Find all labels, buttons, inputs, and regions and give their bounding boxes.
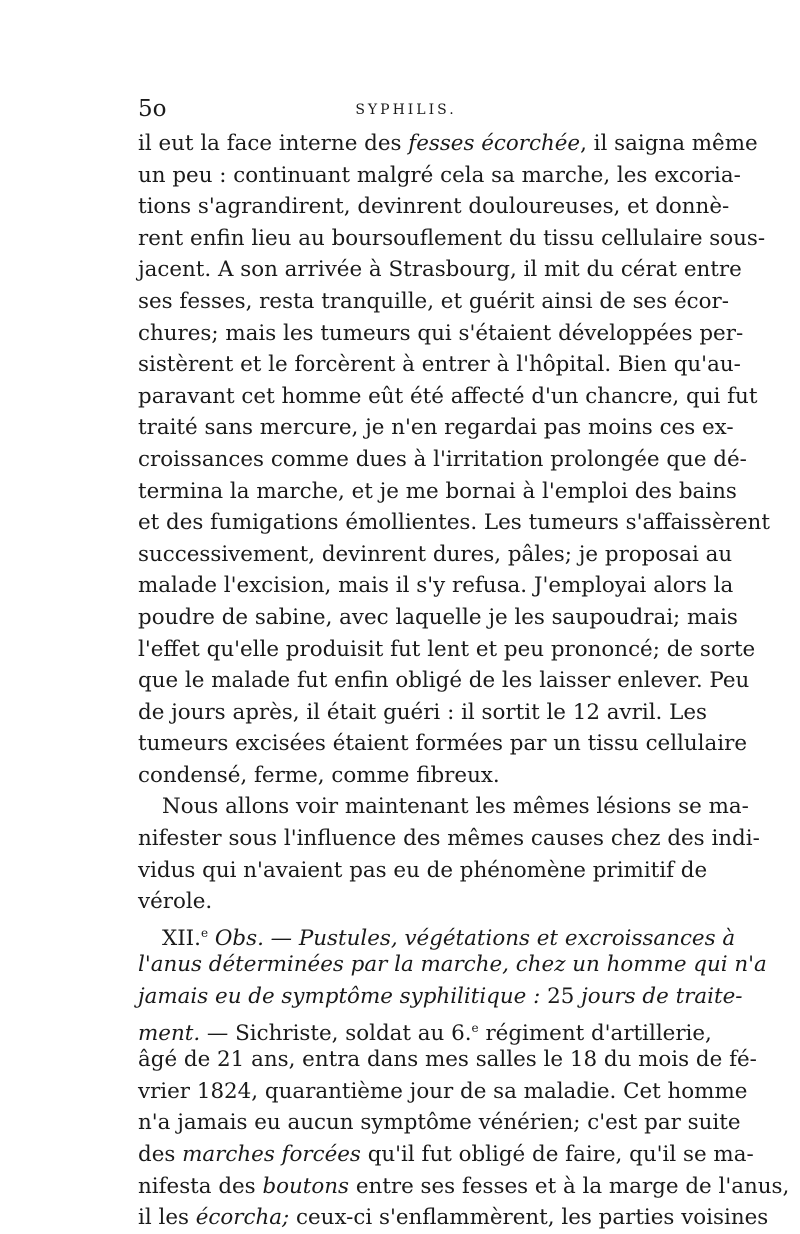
- text-fragment: tumeurs excisées étaient formées par un tissu cellulaire: [138, 731, 747, 757]
- text-fragment: écorcha;: [195, 1205, 290, 1231]
- text-line: [138, 539, 733, 571]
- text-fragment: vrier 1824, quarantième jour de sa maladie. Cet homme: [138, 1078, 748, 1104]
- text-fragment: sistèrent et le forcèrent à entrer à l'hôpital. Bien qu'au-: [138, 352, 741, 378]
- text-fragment: n'a jamais eu aucun symptôme vénérien; c'est par suite: [138, 1110, 741, 1136]
- text-fragment: , il saigna même: [580, 131, 758, 156]
- text-line: [138, 728, 747, 760]
- text-fragment: paravant cet homme eût été affecté d'un chancre, qui fut: [138, 383, 758, 409]
- text-line: [138, 1171, 790, 1203]
- text-fragment: rent enfin lieu au boursouflement du tissu cellulaire sous-: [138, 225, 766, 251]
- text-fragment: l'effet qu'elle produisit fut lent et peu prononcé; de sorte: [138, 636, 756, 662]
- text-fragment: e: [200, 925, 209, 940]
- text-fragment: entre ses fesses et à la marge de l'anus,: [349, 1173, 790, 1199]
- page-header: [138, 96, 674, 126]
- text-fragment: et des fumigations émollientes. Les tumeurs s'affaissèrent: [138, 510, 770, 536]
- text-fragment: Obs. — Pustules, végétations et excroissances à: [214, 925, 736, 951]
- text-fragment: de jours après, il était guéri : il sortit le 12 avril. Les: [138, 699, 707, 725]
- text-fragment: l'anus déterminées par la marche, chez un homme qui n'a: [138, 952, 767, 978]
- text-fragment: Nous allons voir maintenant les mêmes lésions se ma-: [162, 794, 749, 820]
- text-line: [138, 1076, 748, 1108]
- text-line: [138, 760, 672, 792]
- text-line: [138, 476, 737, 508]
- text-fragment: tions s'agrandirent, devinrent douloureuses, et donnè-: [138, 194, 730, 220]
- text-line: [138, 697, 707, 729]
- text-line: [138, 823, 760, 855]
- running-title: SYPHILIS.: [355, 102, 457, 118]
- text-fragment: vérole.: [138, 889, 213, 915]
- text-line: [138, 886, 672, 918]
- text-fragment: fesses écorchée: [408, 131, 581, 156]
- text-fragment: vidus qui n'avaient pas eu de phénomène primitif de: [138, 857, 708, 883]
- text-line: [138, 128, 758, 160]
- text-fragment: 25: [547, 984, 582, 1010]
- text-line: [138, 286, 729, 318]
- body-text: [138, 128, 790, 1234]
- text-fragment: ses fesses, resta tranquille, et guérit ainsi de ses écor-: [138, 288, 729, 314]
- text-fragment: un peu : continuant malgré cela sa marche, les excoria-: [138, 162, 741, 188]
- text-fragment: il eut la face interne des: [138, 131, 409, 156]
- text-line: [138, 1044, 757, 1076]
- text-fragment: nifester sous l'influence des mêmes causes chez des indi-: [138, 826, 760, 852]
- text-line: [138, 918, 736, 951]
- text-line: [138, 349, 741, 381]
- text-line: [138, 381, 758, 413]
- page-number: 5o: [138, 96, 167, 122]
- text-line: [138, 949, 767, 981]
- text-line: [138, 791, 749, 823]
- text-fragment: boutons: [262, 1173, 350, 1199]
- text-line: [138, 981, 743, 1013]
- text-fragment: poudre de sabine, avec laquelle je les saupoudrai; mais: [138, 604, 738, 630]
- text-line: [138, 191, 730, 223]
- text-fragment: croissances comme dues à l'irritation prolongée que dé-: [138, 446, 747, 472]
- text-line: [138, 634, 756, 666]
- text-line: [138, 1013, 712, 1046]
- text-fragment: qu'il fut obligé de faire, qu'il se ma-: [360, 1142, 754, 1167]
- text-fragment: des: [138, 1142, 183, 1167]
- text-line: [138, 223, 766, 255]
- text-fragment: âgé de 21 ans, entra dans mes salles le 18 du mois de fé-: [138, 1047, 757, 1073]
- text-line: [138, 1202, 769, 1234]
- text-fragment: jacent. A son arrivée à Strasbourg, il mit du cérat entre: [138, 257, 742, 283]
- text-fragment: chures; mais les tumeurs qui s'étaient développées per-: [138, 320, 744, 346]
- text-fragment: marches forcées: [182, 1142, 361, 1167]
- text-line: [138, 1139, 754, 1171]
- text-fragment: jours de traite-: [581, 984, 743, 1010]
- text-fragment: ment.: [138, 1020, 201, 1046]
- text-fragment: condensé, ferme, comme fibreux.: [138, 762, 500, 788]
- text-line: [138, 602, 738, 634]
- text-fragment: traité sans mercure, je n'en regardai pas moins ces ex-: [138, 415, 734, 441]
- text-line: [138, 412, 734, 444]
- text-line: [138, 254, 742, 286]
- text-fragment: — Sichriste, soldat au 6.: [200, 1020, 472, 1046]
- text-fragment: il les: [138, 1205, 196, 1231]
- text-line: [138, 855, 708, 887]
- text-fragment: XII.: [162, 925, 201, 951]
- text-line: [138, 507, 770, 539]
- text-fragment: ceux-ci s'enflammèrent, les parties voisines: [289, 1205, 769, 1231]
- text-fragment: termina la marche, et je me bornai à l'emploi des bains: [138, 478, 737, 504]
- text-line: [138, 444, 747, 476]
- text-line: [138, 665, 750, 697]
- text-fragment: que le malade fut enfin obligé de les laisser enlever. Peu: [138, 668, 750, 694]
- text-line: [138, 570, 734, 602]
- text-fragment: jamais eu de symptôme syphilitique :: [138, 984, 548, 1010]
- text-line: [138, 318, 744, 350]
- text-fragment: nifesta des: [138, 1173, 263, 1199]
- text-fragment: successivement, devinrent dures, pâles; je proposai au: [138, 541, 733, 567]
- text-fragment: [208, 926, 215, 951]
- text-fragment: malade l'excision, mais il s'y refusa. J'employai alors la: [138, 573, 734, 599]
- text-fragment: régiment d'artillerie,: [478, 1020, 712, 1046]
- text-line: [138, 1107, 741, 1139]
- text-fragment: e: [471, 1020, 479, 1035]
- text-line: [138, 160, 741, 192]
